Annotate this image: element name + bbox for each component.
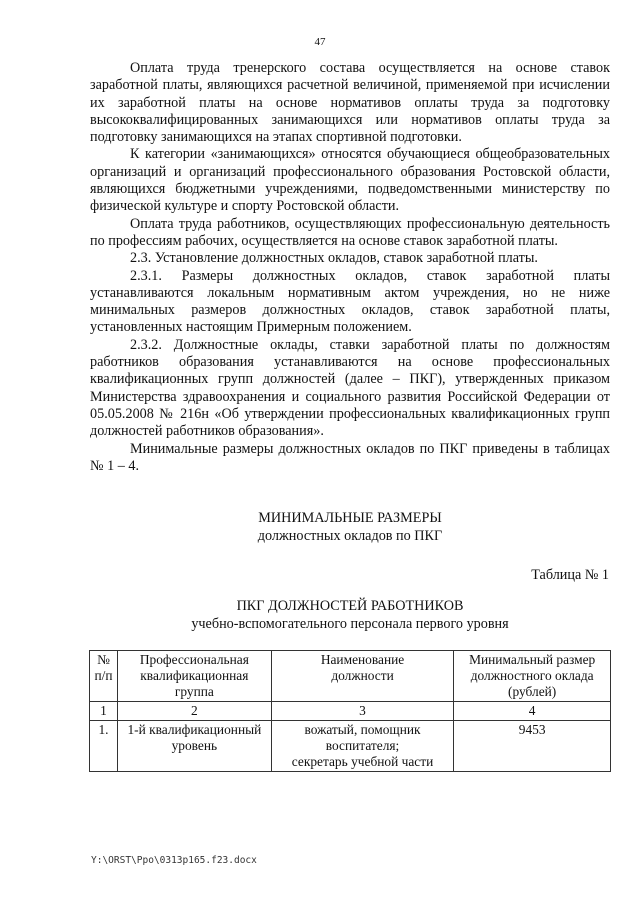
header-line: №: [97, 652, 110, 667]
file-path-footer: Y:\ORST\Ppo\0313p165.f23.docx: [91, 855, 257, 866]
row-salary: 9453: [454, 721, 611, 772]
cell-line: 1-й квалификационный: [127, 722, 262, 737]
header-line: квалификационная: [140, 668, 249, 683]
header-line: п/п: [94, 668, 113, 683]
table-numbering-row: [90, 702, 611, 721]
row-group: [117, 721, 271, 772]
table-header-row: [90, 651, 611, 702]
cell-line: секретарь учебной части: [291, 754, 434, 769]
header-line: должностного оклада: [470, 668, 594, 683]
cell-line: вожатый, помощник: [304, 722, 421, 737]
page-number: 47: [314, 36, 326, 48]
pkg-table: [89, 650, 611, 772]
section-subtitle: должностных окладов по ПКГ: [257, 528, 443, 544]
header-line: Минимальный размер: [469, 652, 596, 667]
header-group: [117, 651, 271, 702]
header-number: [90, 651, 118, 702]
table-row: [90, 721, 611, 772]
table-label: Таблица № 1: [531, 567, 609, 583]
header-position: [271, 651, 454, 702]
header-line: (рублей): [508, 684, 557, 699]
cell-line: воспитателя;: [325, 738, 400, 753]
table-title: ПКГ ДОЛЖНОСТЕЙ РАБОТНИКОВ: [236, 598, 464, 614]
paragraph: К категории «занимающихся» относятся обучающиеся общеобразовательных организаций и организаций профессионального образования Ростовской области, являющихся бюджетными учреждениями, подведомственными министерству по физической культуре и спорту Ростовской области.: [90, 146, 610, 215]
body-text: [90, 60, 610, 475]
column-number: 3: [271, 702, 454, 721]
header-line: Наименование: [320, 652, 405, 667]
paragraph: 2.3.1. Размеры должностных окладов, ставок заработной платы устанавливаются локальным нормативным актом учреждения, но не ниже минимальных размеров должностных окладов, ставок заработной платы, установленных настоящим Примерным положением.: [90, 267, 610, 336]
column-number: 4: [454, 702, 611, 721]
paragraph: Минимальные размеры должностных окладов по ПКГ приведены в таблицах № 1 – 4.: [90, 440, 610, 474]
section-title: МИНИМАЛЬНЫЕ РАЗМЕРЫ: [258, 510, 442, 526]
header-line: Профессиональная: [139, 652, 249, 667]
paragraph: 2.3. Установление должностных окладов, ставок заработной платы.: [130, 250, 538, 267]
row-number: 1.: [90, 721, 118, 772]
header-salary: [454, 651, 611, 702]
paragraph: Оплата труда тренерского состава осуществляется на основе ставок заработной платы, являющихся расчетной величиной, применяемой при исчислении их заработной платы на основе нормативов оплаты труда за подготовку высококвалифицированных занимающихся или нормативов оплаты труда за подготовку занимающихся на этапах спортивной подготовки.: [90, 60, 610, 146]
paragraph: Оплата труда работников, осуществляющих профессиональную деятельность по профессиям рабочих, осуществляется на основе ставок заработной платы.: [90, 215, 610, 249]
column-number: 1: [90, 702, 118, 721]
column-number: 2: [117, 702, 271, 721]
table-subtitle: учебно-вспомогательного персонала первого уровня: [191, 616, 509, 632]
header-line: должности: [331, 668, 394, 683]
row-positions: [271, 721, 454, 772]
paragraph: 2.3.2. Должностные оклады, ставки заработной платы по должностям работников образования устанавливаются на основе профессиональных квалификационных групп должностей (далее – ПКГ), утвержденных приказом Министерства здравоохранения и социального развития Российской Федерации от 05.05.2008 № 216н «Об утверждении профессиональных квалификационных групп должностей работников образования».: [90, 336, 610, 440]
header-line: группа: [174, 684, 214, 699]
cell-line: уровень: [171, 738, 218, 753]
